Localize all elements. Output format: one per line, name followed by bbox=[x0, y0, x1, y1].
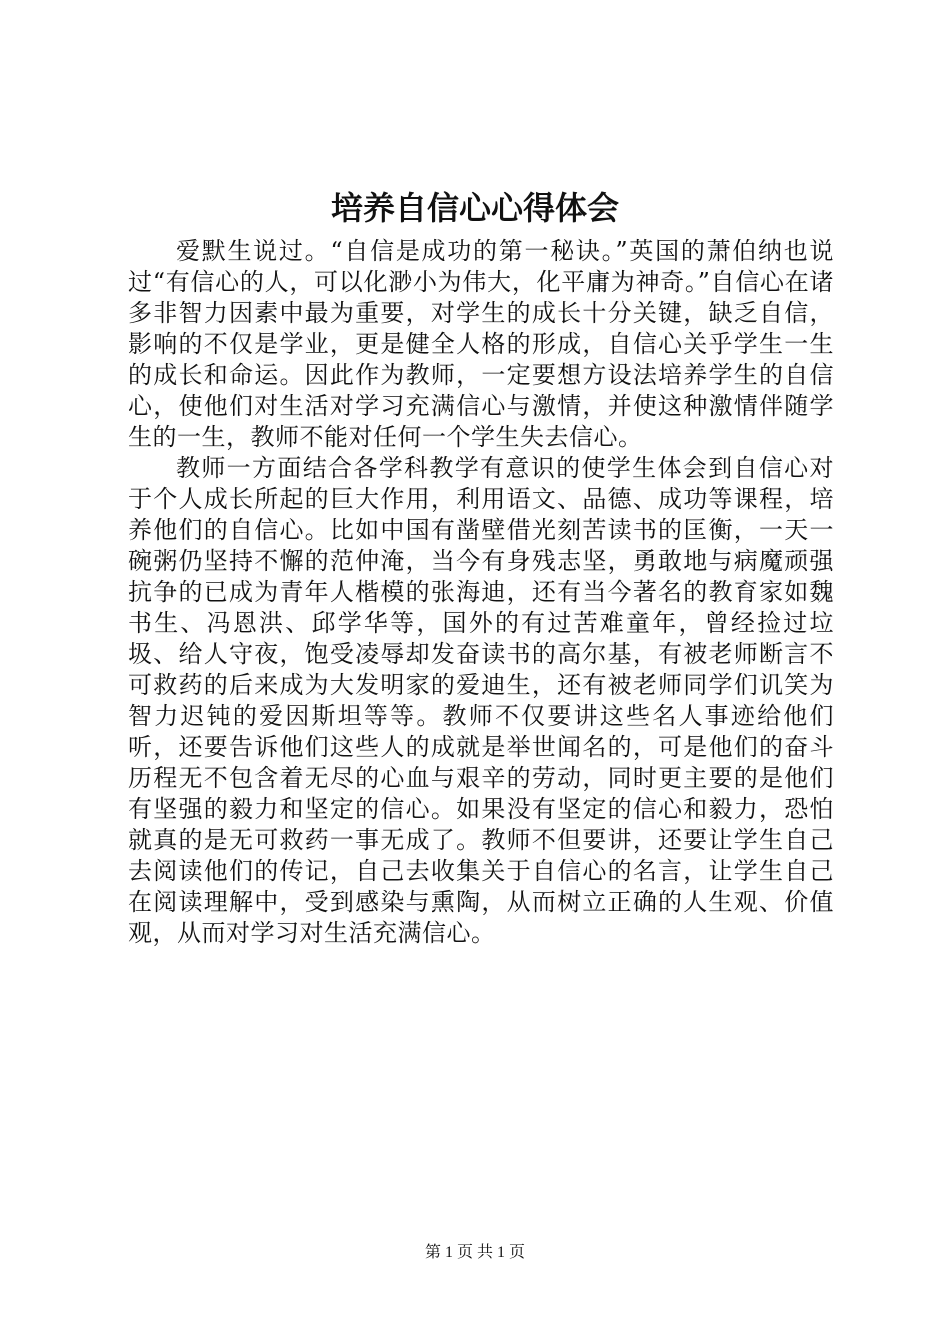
document-body bbox=[128, 236, 834, 949]
paragraph-2: 教师一方面结合各学科教学有意识的使学生体会到自信心对于个人成长所起的巨大作用，利用语文、品德、成功等课程，培养他们的自信心。比如中国有凿壁借光刻苦读书的匡衡，一天一碗粥仍坚持不懈的范仲淹，当今有身残志坚，勇敢地与病魔顽强抗争的已成为青年人楷模的张海迪，还有当今著名的教育家如魏书生、冯恩洪、邱学华等，国外的有过苦难童年，曾经捡过垃圾、给人守夜，饱受凌辱却发奋读书的高尔基，有被老师断言不可救药的后来成为大发明家的爱迪生，还有被老师同学们讥笑为智力迟钝的爱因斯坦等等。教师不仅要讲这些名人事迹给他们听，还要告诉他们这些人的成就是举世闻名的，可是他们的奋斗历程无不包含着无尽的心血与艰辛的劳动，同时更主要的是他们有坚强的毅力和坚定的信心。如果没有坚定的信心和毅力，恐怕就真的是无可救药一事无成了。教师不但要讲，还要让学生自己去阅读他们的传记，自己去收集关于自信心的名言，让学生自己在阅读理解中，受到感染与熏陶，从而树立正确的人生观、价值观，从而对学习对生活充满信心。 bbox=[128, 454, 834, 947]
paragraph-1: 爱默生说过。“自信是成功的第一秘诀。”英国的萧伯纳也说过“有信心的人，可以化渺小为伟大，化平庸为神奇。”自信心在诸多非智力因素中最为重要，对学生的成长十分关键，缺乏自信，影响的不仅是学业，更是健全人格的形成，自信心关乎学生一生的成长和命运。因此作为教师，一定要想方设法培养学生的自信心，使他们对生活对学习充满信心与激情，并使这种激情伴随学生的一生，教师不能对任何一个学生失去信心。 bbox=[128, 237, 834, 451]
document-title: 培养自信心心得体会 bbox=[330, 189, 619, 227]
page-footer: 第 1 页 共 1 页 bbox=[424, 1244, 525, 1261]
